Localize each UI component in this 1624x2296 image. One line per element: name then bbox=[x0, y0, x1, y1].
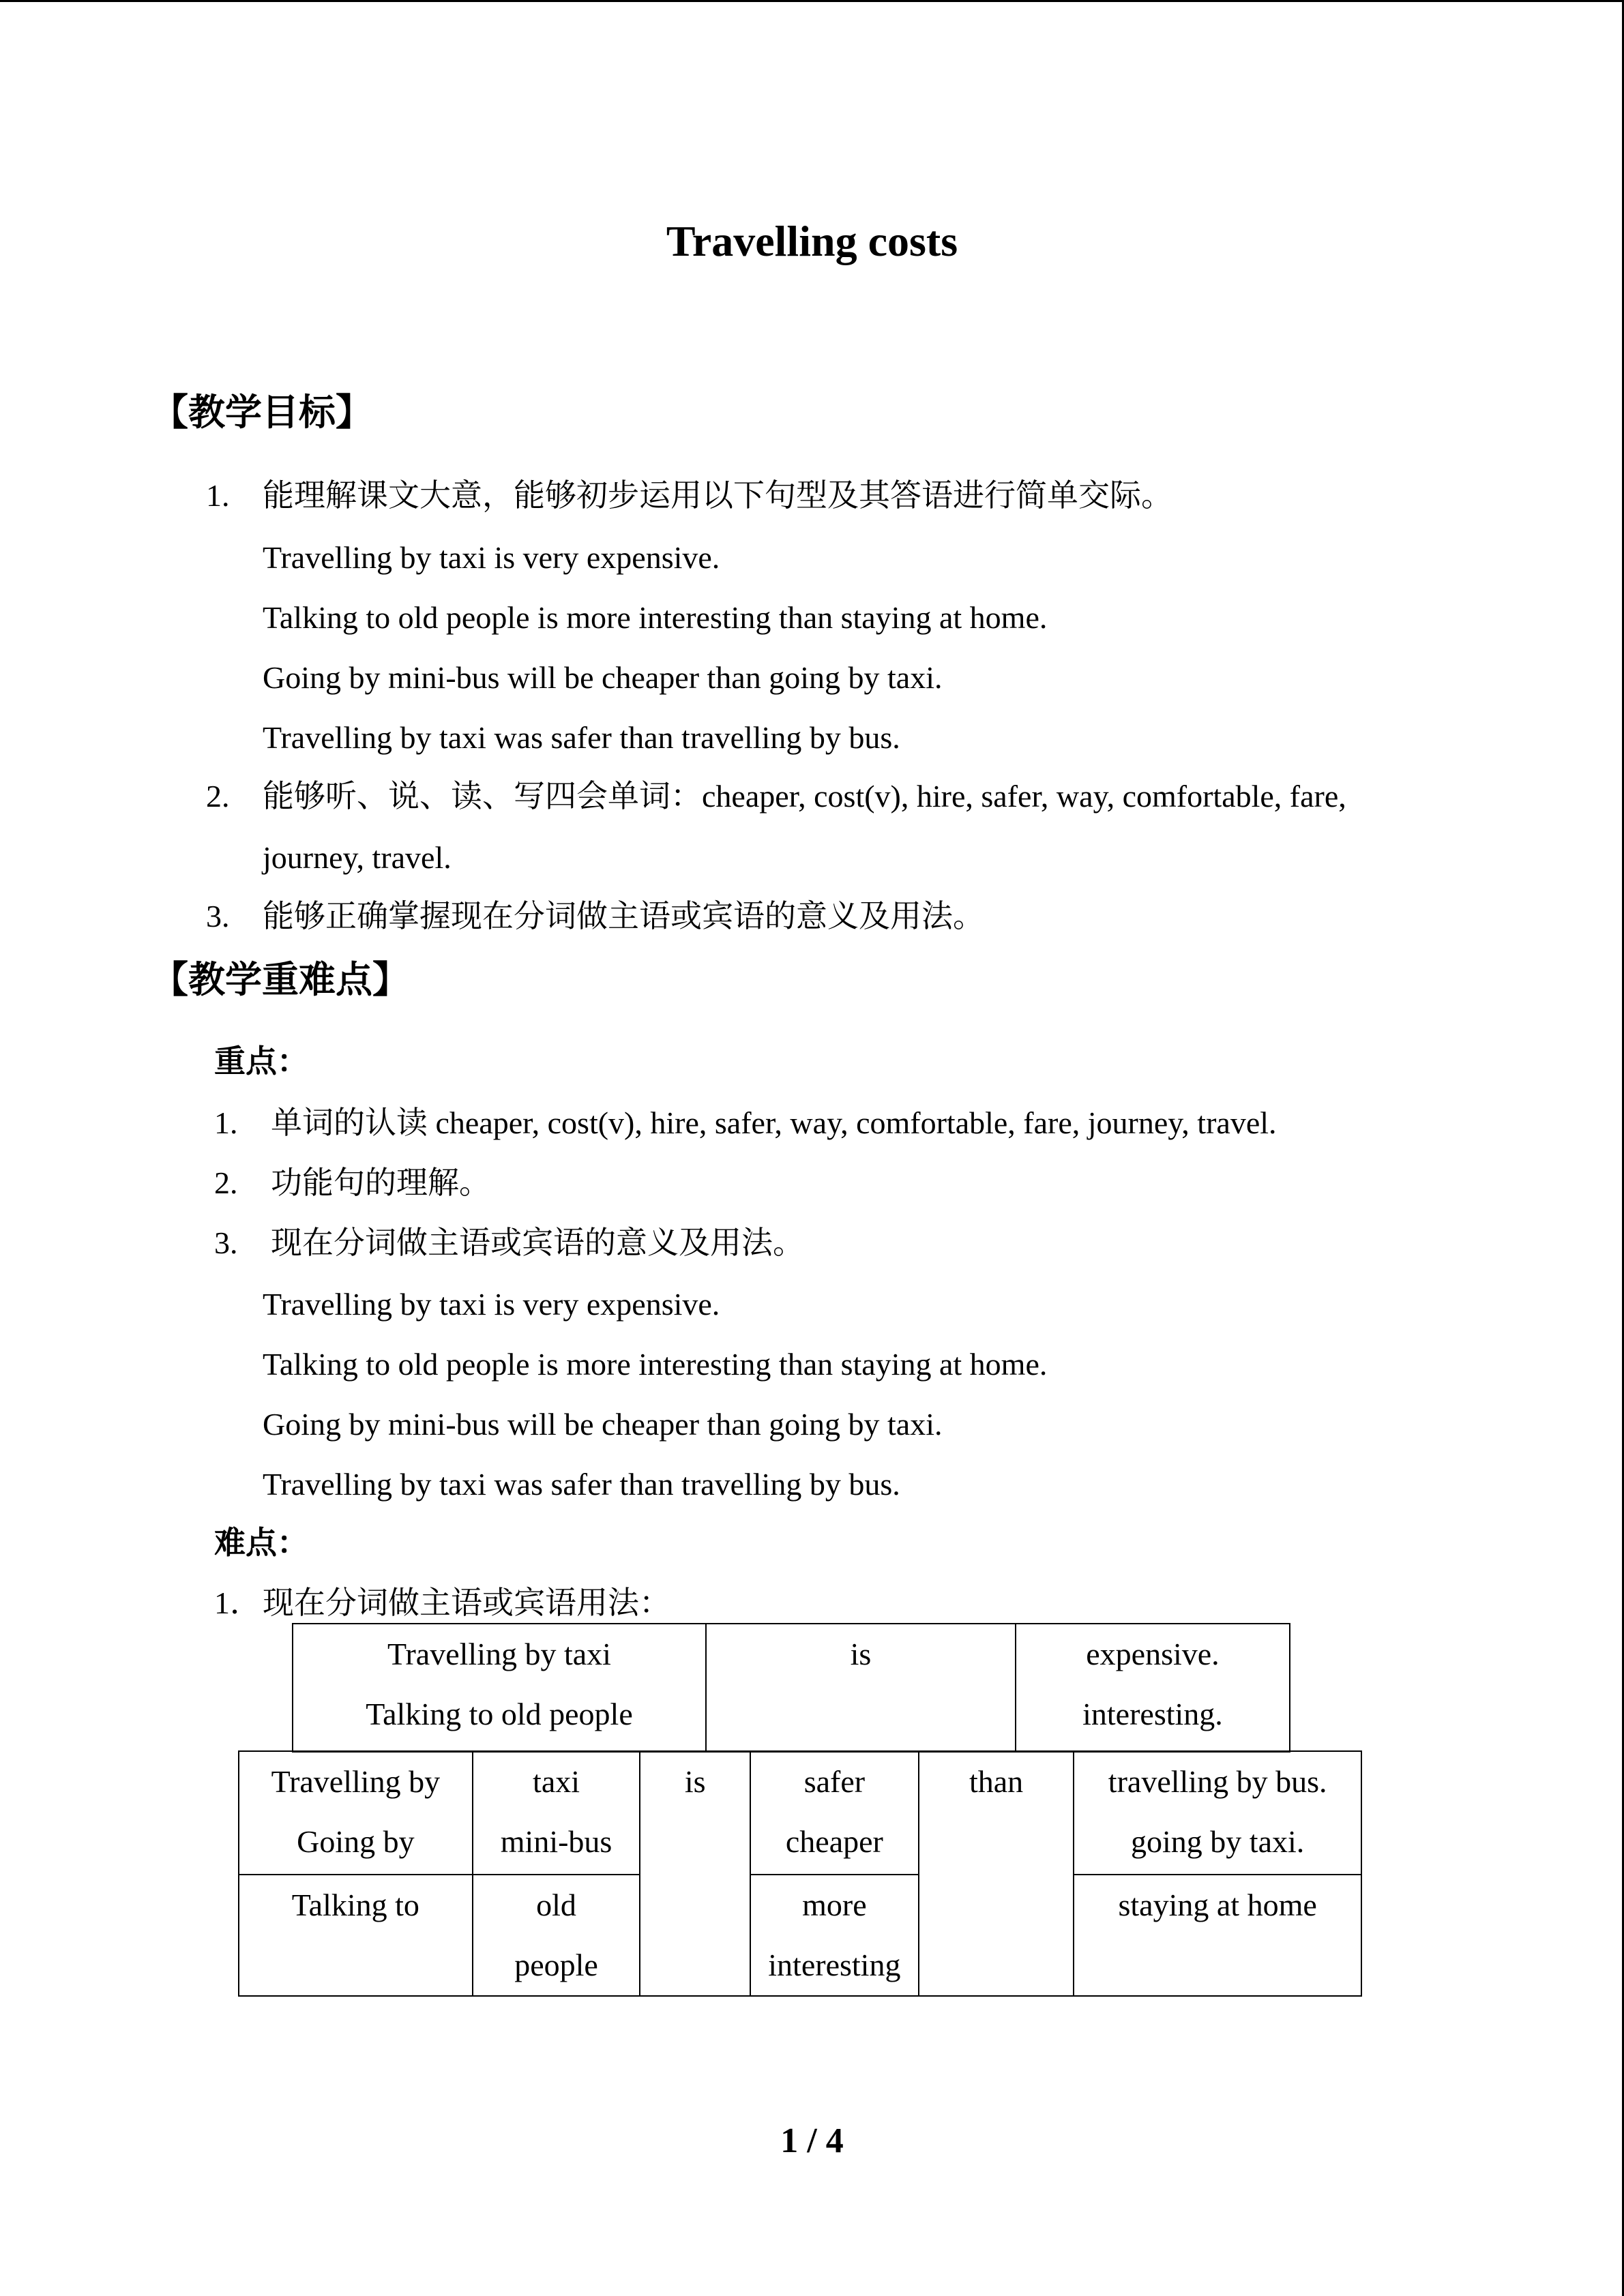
example-sentence: Travelling by taxi was safer than travelling by bus. bbox=[263, 720, 900, 755]
table-cell-text: cheaper bbox=[785, 1824, 883, 1859]
list-number: 1． bbox=[214, 1585, 261, 1620]
table-cell bbox=[706, 1624, 1016, 1752]
example-sentence: Talking to old people is more interesting than staying at home. bbox=[263, 600, 1048, 635]
difficulty-text: 现在分词做主语或宾语用法： bbox=[263, 1585, 670, 1620]
document-title: Travelling costs bbox=[666, 217, 958, 265]
example-sentence: Travelling by taxi is very expensive. bbox=[263, 540, 720, 575]
table-cell bbox=[473, 1751, 640, 1875]
table-cell bbox=[750, 1751, 919, 1875]
table-cell-text: old bbox=[536, 1888, 576, 1922]
objective-text: 能够听、说、读、写四会单词：cheaper, cost(v), hire, safer, way, comfortable, fare, bbox=[263, 779, 1346, 814]
table-cell bbox=[1016, 1624, 1290, 1752]
table-cell bbox=[750, 1875, 919, 1996]
list-number: 3. bbox=[214, 1225, 238, 1260]
table-cell-text: travelling by bus. bbox=[1108, 1764, 1327, 1799]
objective-text: 能理解课文大意，能够初步运用以下句型及其答语进行简单交际。 bbox=[263, 478, 1172, 513]
section-heading-key-points: 【教学重难点】 bbox=[151, 959, 409, 1000]
example-sentence: Talking to old people is more interesting than staying at home. bbox=[263, 1347, 1048, 1382]
table-cell-text: more bbox=[802, 1888, 867, 1922]
table-cell-text: interesting bbox=[768, 1948, 901, 1982]
list-number: 2. bbox=[214, 1165, 238, 1200]
table-cell-text: mini-bus bbox=[500, 1824, 612, 1859]
key-points-label: 重点： bbox=[214, 1044, 308, 1079]
table-cell-text: taxi bbox=[533, 1764, 580, 1799]
table-cell-text: people bbox=[514, 1948, 598, 1982]
table-cell-text: staying at home bbox=[1118, 1888, 1317, 1922]
table-cell-text: Travelling by bbox=[271, 1764, 441, 1799]
objective-text-continuation: journey, travel. bbox=[263, 840, 452, 875]
table-cell-text: safer bbox=[803, 1764, 866, 1799]
page-number: 1 / 4 bbox=[780, 2121, 844, 2160]
table-cell bbox=[239, 1751, 473, 1875]
table-cell bbox=[1074, 1751, 1361, 1875]
table-cell-text: expensive. bbox=[1086, 1637, 1220, 1671]
list-number: 1. bbox=[206, 478, 230, 513]
table-cell-text: Talking to old people bbox=[366, 1697, 633, 1731]
list-number: 3. bbox=[206, 899, 230, 934]
section-heading-objectives: 【教学目标】 bbox=[151, 392, 372, 433]
objective-text: 能够正确掌握现在分词做主语或宾语的意义及用法。 bbox=[263, 899, 984, 934]
table-cell-text: is bbox=[850, 1637, 872, 1671]
table-cell bbox=[919, 1751, 1074, 1996]
key-point-text: 单词的认读 cheaper, cost(v), hire, safer, way, comfortable, fare, journey, travel. bbox=[271, 1105, 1277, 1140]
example-sentence: Going by mini-bus will be cheaper than going by taxi. bbox=[263, 1407, 943, 1442]
page-border-top bbox=[0, 0, 1624, 2]
table-cell-text: Talking to bbox=[291, 1888, 419, 1922]
key-point-text: 现在分词做主语或宾语的意义及用法。 bbox=[271, 1225, 804, 1260]
table-cell bbox=[293, 1624, 706, 1752]
table-cell-text: Going by bbox=[297, 1824, 415, 1859]
table-cell-text: than bbox=[969, 1764, 1024, 1799]
table-cell-text: Travelling by taxi bbox=[387, 1637, 611, 1671]
list-number: 1. bbox=[214, 1105, 238, 1140]
table-cell bbox=[239, 1875, 473, 1996]
table-cell bbox=[640, 1751, 750, 1996]
difficulty-label: 难点： bbox=[214, 1525, 308, 1560]
table-cell-text: going by taxi. bbox=[1131, 1824, 1305, 1859]
list-number: 2. bbox=[206, 779, 230, 814]
key-point-text: 功能句的理解。 bbox=[271, 1165, 490, 1200]
grammar-table-simple bbox=[292, 1623, 1290, 1753]
table-cell bbox=[1074, 1875, 1361, 1996]
table-cell-text: is bbox=[684, 1764, 706, 1799]
table-cell bbox=[473, 1875, 640, 1996]
example-sentence: Travelling by taxi was safer than travelling by bus. bbox=[263, 1467, 900, 1502]
example-sentence: Going by mini-bus will be cheaper than going by taxi. bbox=[263, 660, 943, 695]
example-sentence: Travelling by taxi is very expensive. bbox=[263, 1287, 720, 1322]
grammar-table-comparison bbox=[238, 1750, 1362, 1997]
table-cell-text: interesting. bbox=[1082, 1697, 1223, 1731]
